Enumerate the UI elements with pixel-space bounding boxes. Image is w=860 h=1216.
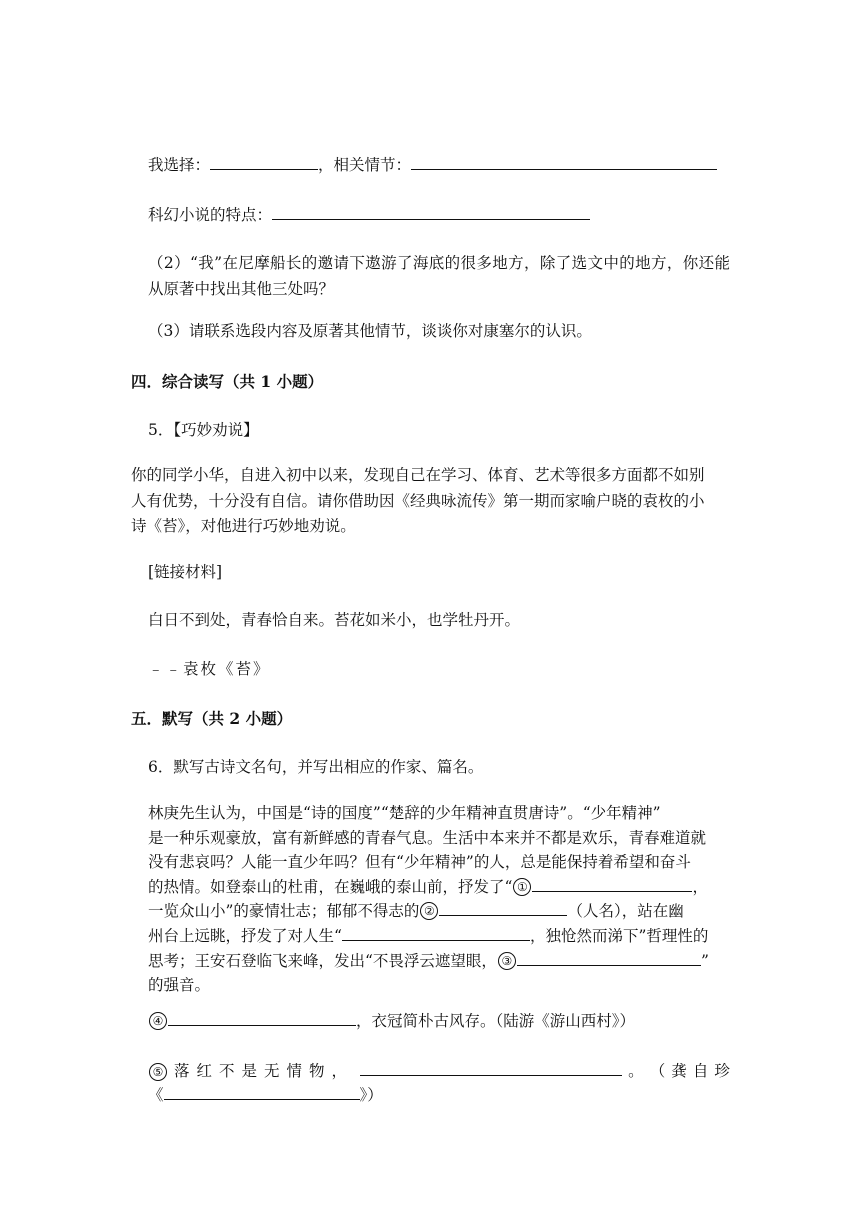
section-4-heading: 四．综合读写（共 1 小题） — [131, 372, 324, 391]
item-5-char: 。 — [628, 1062, 644, 1080]
paragraph-line: 诗《苔》，对他进行巧妙地劝说。 — [131, 517, 356, 535]
paragraph-text: ， — [692, 877, 708, 896]
paragraph-line — [148, 850, 730, 875]
blank-3[interactable] — [517, 951, 701, 966]
paragraph-line: 的强音。 — [148, 976, 211, 995]
item-5-text: 》） — [359, 1086, 383, 1104]
paragraph-line — [148, 826, 730, 851]
scifi-blank[interactable] — [272, 205, 590, 220]
item-5-line — [148, 1083, 730, 1107]
circle-number-5: ⑤ — [149, 1063, 167, 1081]
blank-4[interactable] — [168, 1011, 356, 1026]
paragraph-line: 你的同学小华，自进入初中以来，发现自己在学习、体育、艺术等很多方面都不如别 — [131, 466, 705, 484]
question-6: 6．默写古诗文名句，并写出相应的作家、篇名。 — [148, 758, 484, 776]
circle-number-1: ① — [513, 878, 531, 896]
blank-5[interactable] — [360, 1061, 622, 1076]
paragraph-line — [148, 899, 730, 924]
blank-1[interactable] — [532, 877, 692, 892]
paragraph-text: 思考；王安石登临飞来峰，发出“不畏浮云遮望眼， — [148, 951, 497, 970]
item-5-text: 《 — [148, 1086, 164, 1104]
section-4-paragraph — [131, 463, 731, 540]
paragraph-text: 一览众山小”的豪情壮志；郁郁不得志的 — [148, 902, 420, 921]
item-5-char: 自 — [692, 1062, 709, 1080]
paragraph-line — [148, 949, 730, 974]
plot-label: ，相关情节： — [318, 156, 412, 174]
question-5: 5．【巧妙劝说】 — [148, 421, 259, 439]
blank-5-title[interactable] — [164, 1085, 360, 1100]
plot-blank[interactable] — [411, 155, 717, 170]
paragraph-line — [148, 924, 730, 949]
blank-life[interactable] — [342, 926, 530, 941]
paragraph-text: 是一种乐观豪放，富有新鲜感的青春气息。生活中本来并不都是欢乐，青春难道就 — [148, 828, 707, 847]
circle-number-4: ④ — [149, 1012, 167, 1030]
item-5-text: 落红不是无情物， — [174, 1062, 355, 1080]
choose-label: 我选择： — [148, 156, 211, 174]
item-5-char: （ — [649, 1062, 666, 1080]
link-material-label: [链接材料] — [148, 563, 223, 581]
blank-2[interactable] — [439, 901, 567, 916]
item-5-char: 珍 — [714, 1062, 730, 1080]
paragraph-line — [148, 875, 730, 900]
question-6-paragraph — [148, 801, 730, 998]
paragraph-text: 林庚先生认为，中国是“诗的国度”“楚辞的少年精神直贯唐诗”。“少年精神” — [148, 804, 661, 822]
section-5-heading: 五．默写（共 2 小题） — [131, 709, 293, 728]
paragraph-text: 的热情。如登泰山的杜甫，在巍峨的泰山前，抒发了“ — [148, 877, 513, 896]
paragraph-text: ” — [700, 951, 709, 970]
question-3: （3）请联系选段内容及原著其他情节，谈谈你对康塞尔的认识。 — [148, 322, 592, 340]
question-2: （2）“我”在尼摩船长的邀请下遨游了海底的很多地方，除了选文中的地方，你还能从原著中找出其他三处吗？ — [148, 254, 730, 298]
item-5-line — [148, 1059, 730, 1083]
poem-attribution: ﹣﹣袁枚《苔》 — [148, 660, 271, 678]
poem-text: 白日不到处，青春恰自来。苔花如米小，也学牡丹开。 — [148, 611, 521, 629]
choose-line — [148, 155, 717, 175]
item-4 — [148, 1011, 635, 1031]
scifi-label: 科幻小说的特点： — [148, 206, 273, 224]
item-5-char: 龚 — [671, 1062, 687, 1080]
paragraph-text: 没有悲哀吗？人能一直少年吗？但有“少年精神”的人，总是能保持着希望和奋斗 — [148, 853, 691, 872]
circle-number-3: ③ — [498, 952, 516, 970]
circle-number-2: ② — [420, 902, 438, 920]
paragraph-line — [148, 801, 730, 826]
paragraph-line: 人有优势，十分没有自信。请你借助因《经典咏流传》第一期而家喻户晓的袁枚的小 — [131, 491, 705, 510]
item-5 — [148, 1059, 730, 1107]
paragraph-text: 州台上远眺，抒发了对人生“ — [148, 926, 342, 945]
scifi-line — [148, 205, 590, 225]
choose-blank[interactable] — [210, 155, 318, 170]
item-4-text: ，衣冠简朴古风存。（陆游《游山西村》） — [356, 1012, 636, 1030]
paragraph-text: （人名），站在幽 — [567, 902, 684, 921]
paragraph-text: ，独怆然而涕下”哲理性的 — [529, 926, 709, 945]
